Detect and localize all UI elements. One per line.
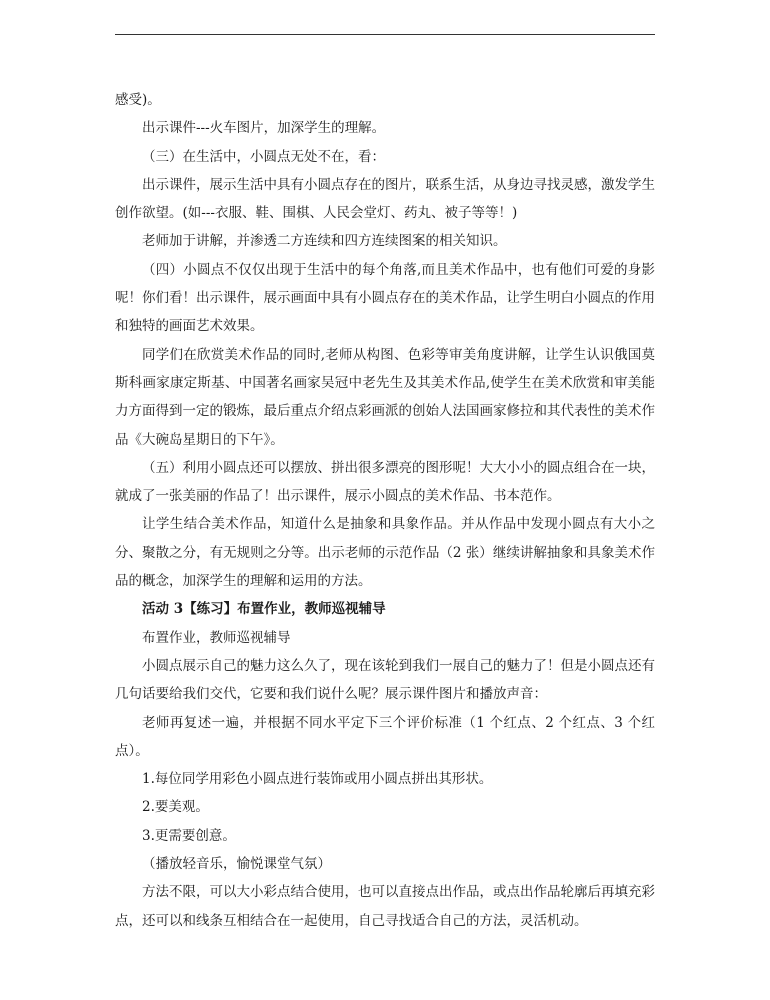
paragraph: 小圆点展示自己的魅力这么久了，现在该轮到我们一展自己的魅力了！但是小圆点还有几句话要给我们交代，它要和我们说什么呢？展示课件图片和播放声音：	[115, 657, 655, 703]
paragraph: 老师加于讲解，并渗透二方连续和四方连续图案的相关知识。	[142, 233, 507, 250]
paragraph: 感受)。	[115, 92, 161, 108]
paragraph: 方法不限，可以大小彩点结合使用，也可以直接点出作品，或点出作品轮廓后再填充彩点，还可以和线条互相结合在一起使用，自己寻找适合自己的方法，灵活机动。	[115, 884, 655, 929]
paragraph: 出示课件，展示生活中具有小圆点存在的图片，联系生活，从身边寻找灵感，激发学生创作欲望。(如---衣服、鞋、围棋、人民会堂灯、药丸、被子等等！)	[115, 176, 655, 222]
paragraph: （五）利用小圆点还可以摆放、拼出很多漂亮的图形呢！大大小小的圆点组合在一块，就成了一张美丽的作品了！出示课件，展示小圆点的美术作品、书本范作。	[115, 459, 655, 505]
paragraph: （三）在生活中，小圆点无处不在，看：	[142, 148, 385, 165]
section-heading: 活动 3【练习】布置作业，教师巡视辅导	[142, 601, 386, 618]
list-item: 1.每位同学用彩色小圆点进行装饰或用小圆点拼出其形状。	[142, 771, 493, 788]
paragraph: 布置作业，教师巡视辅导	[142, 629, 291, 646]
list-item: 3.更需要创意。	[142, 827, 236, 844]
paragraph: 让学生结合美术作品，知道什么是抽象和具象作品。并从作品中发现小圆点有大小之分、聚散之分，有无规则之分等。出示老师的示范作品（2 张）继续讲解抽象和具象美术作品的概念，加深学生的理解和运用的方法。	[115, 516, 655, 590]
header-rule	[115, 34, 655, 35]
paragraph: 老师再复述一遍，并根据不同水平定下三个评价标准（1 个红点、2 个红点、3 个红点）。	[115, 714, 655, 759]
paragraph: 同学们在欣赏美术作品的同时,老师从构图、色彩等审美角度讲解，让学生认识俄国莫斯科画家康定斯基、中国著名画家吴冠中老先生及其美术作品,使学生在美术欣赏和审美能力方面得到一定的锻炼，最后重点介绍点彩画派的创始人法国画家修拉和其代表性的美术作品《大碗岛星期日的下午》。	[115, 346, 655, 448]
list-item: 2.要美观。	[142, 799, 209, 816]
paragraph: （四）小圆点不仅仅出现于生活中的每个角落,而且美术作品中，也有他们可爱的身影呢！你们看！出示课件，展示画面中具有小圆点存在的美术作品，让学生明白小圆点的作用和独特的画面艺术效果。	[115, 261, 655, 335]
paragraph: 出示课件---火车图片，加深学生的理解。	[142, 120, 386, 137]
paragraph: （播放轻音乐，愉悦课堂气氛）	[142, 856, 331, 873]
document-body	[115, 86, 655, 935]
